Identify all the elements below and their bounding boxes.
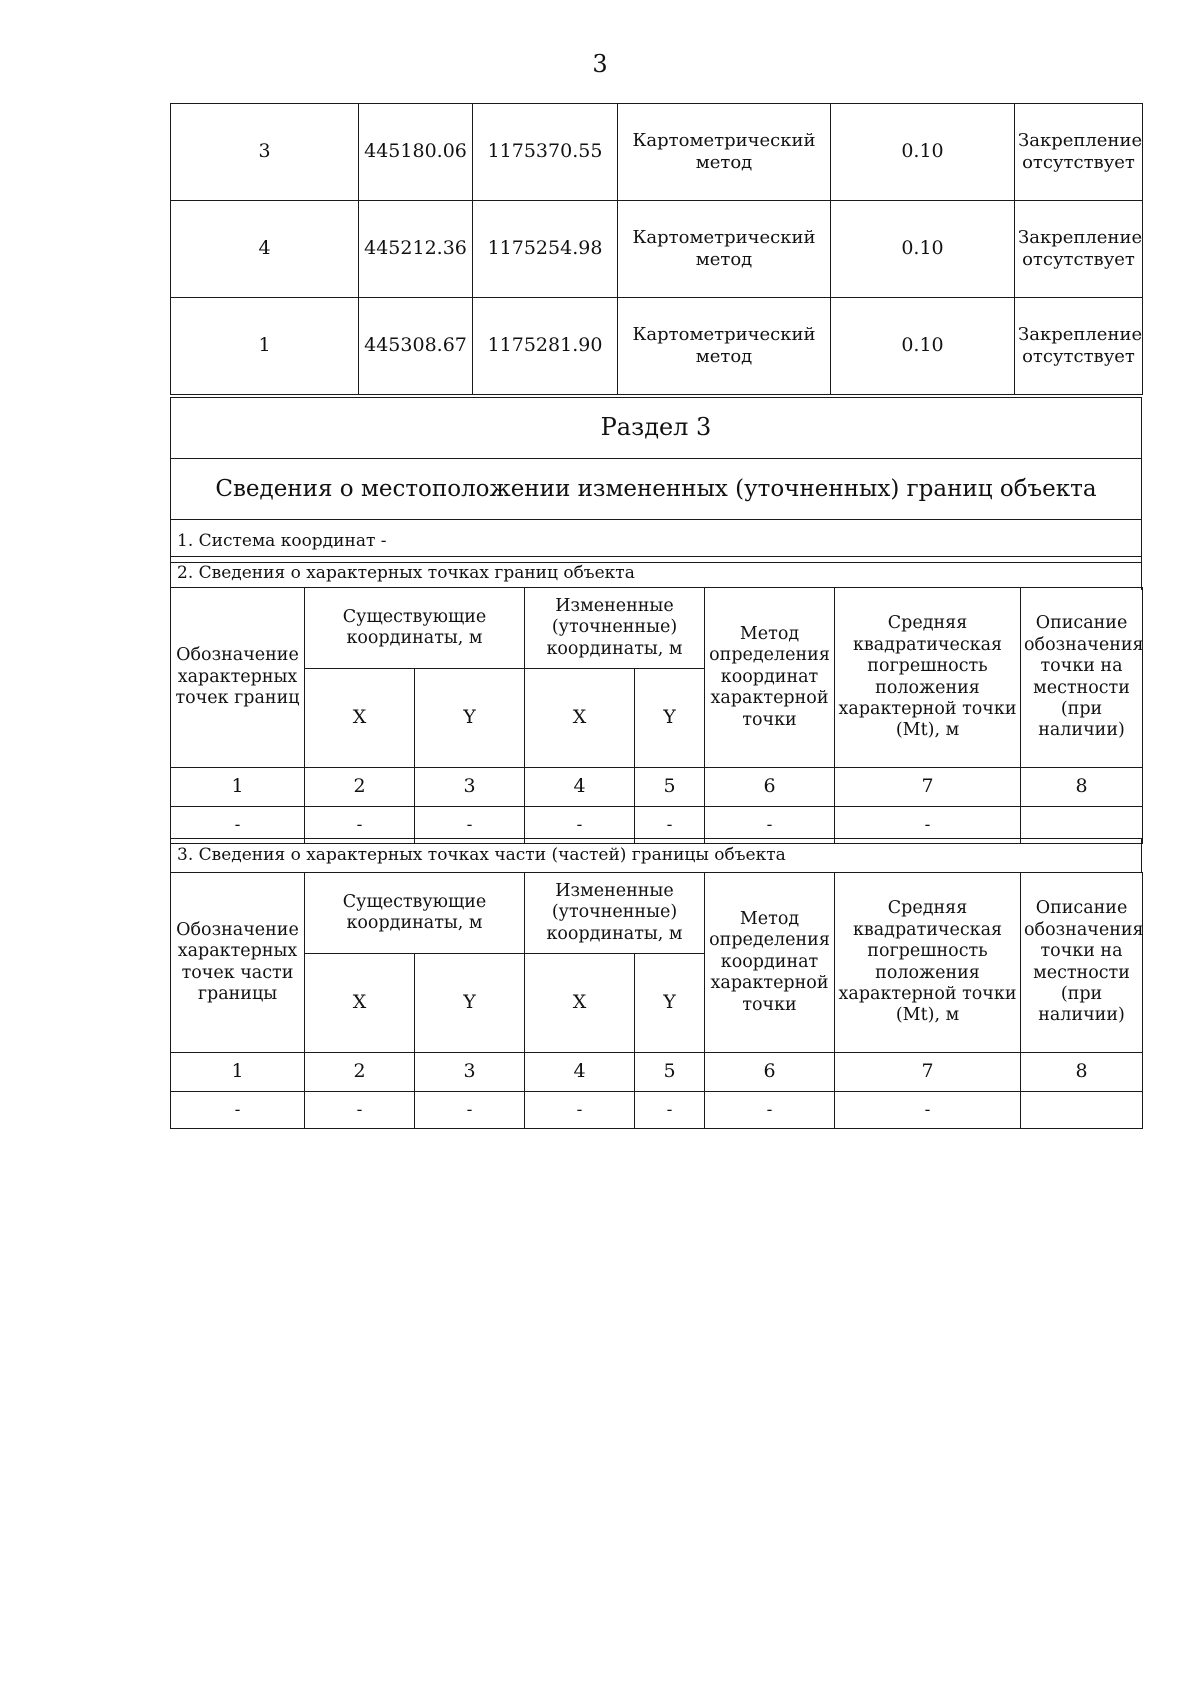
cell: -	[171, 807, 305, 844]
cell: -	[305, 1092, 415, 1129]
column-number: 8	[1021, 768, 1143, 807]
column-numbers-row	[171, 1053, 1143, 1092]
accuracy: 0.10	[831, 201, 1015, 298]
cell: -	[415, 1092, 525, 1129]
column-number: 6	[705, 1053, 835, 1092]
method: Картометрический метод	[618, 104, 831, 201]
points-continuation-table	[170, 103, 1143, 395]
fixation: Закрепление отсутствует	[1015, 201, 1143, 298]
part-points-caption: 3. Сведения о характерных точках части (частей) границы объекта	[170, 838, 1142, 872]
cell: -	[525, 1092, 635, 1129]
coord-y: 1175254.98	[473, 201, 618, 298]
header-x: X	[525, 954, 635, 1053]
header-y: Y	[415, 669, 525, 768]
section-heading: Сведения о местоположении измененных (уточненных) границ объекта	[171, 459, 1142, 520]
part-points-table	[170, 872, 1143, 1129]
column-number: 8	[1021, 1053, 1143, 1092]
header-y: Y	[635, 954, 705, 1053]
column-number: 6	[705, 768, 835, 807]
cell	[1021, 1092, 1143, 1129]
column-number: 3	[415, 1053, 525, 1092]
coord-y: 1175370.55	[473, 104, 618, 201]
header-y: Y	[635, 669, 705, 768]
coord-x: 445212.36	[359, 201, 473, 298]
header-designation: Обозначение характерных точек части границы	[171, 873, 305, 1053]
cell: -	[835, 1092, 1021, 1129]
method: Картометрический метод	[618, 201, 831, 298]
cell: -	[415, 807, 525, 844]
table-row	[171, 1092, 1143, 1129]
column-number: 2	[305, 1053, 415, 1092]
header-x: X	[305, 669, 415, 768]
cell: -	[635, 807, 705, 844]
header-existing-coords: Существующие координаты, м	[305, 873, 525, 954]
coord-x: 445180.06	[359, 104, 473, 201]
header-method: Метод определения координат характерной точки	[705, 588, 835, 768]
header-changed-coords: Измененные (уточненные) координаты, м	[525, 588, 705, 669]
header-description: Описание обозначения точки на местности (при наличии)	[1021, 588, 1143, 768]
boundary-points-caption: 2. Сведения о характерных точках границ объекта	[170, 556, 1142, 590]
column-number: 7	[835, 768, 1021, 807]
column-number: 1	[171, 1053, 305, 1092]
column-number: 4	[525, 768, 635, 807]
page-number: 3	[592, 50, 608, 78]
section-title: Раздел 3	[171, 398, 1142, 459]
column-number: 5	[635, 768, 705, 807]
header-x: X	[525, 669, 635, 768]
column-number: 7	[835, 1053, 1021, 1092]
cell: -	[305, 807, 415, 844]
header-x: X	[305, 954, 415, 1053]
header-designation: Обозначение характерных точек границ	[171, 588, 305, 768]
cell: -	[635, 1092, 705, 1129]
table-row	[171, 201, 1143, 298]
coordinate-system: 1. Система координат -	[171, 520, 1142, 563]
column-number: 1	[171, 768, 305, 807]
header-description: Описание обозначения точки на местности (при наличии)	[1021, 873, 1143, 1053]
boundary-points-table	[170, 587, 1143, 844]
cell: -	[525, 807, 635, 844]
header-method: Метод определения координат характерной точки	[705, 873, 835, 1053]
cell: -	[705, 1092, 835, 1129]
coord-x: 445308.67	[359, 298, 473, 395]
cell: -	[835, 807, 1021, 844]
column-numbers-row	[171, 768, 1143, 807]
column-number: 5	[635, 1053, 705, 1092]
accuracy: 0.10	[831, 104, 1015, 201]
column-number: 3	[415, 768, 525, 807]
column-number: 2	[305, 768, 415, 807]
header-changed-coords: Измененные (уточненные) координаты, м	[525, 873, 705, 954]
coord-y: 1175281.90	[473, 298, 618, 395]
cell: -	[705, 807, 835, 844]
fixation: Закрепление отсутствует	[1015, 104, 1143, 201]
header-existing-coords: Существующие координаты, м	[305, 588, 525, 669]
table-row	[171, 104, 1143, 201]
point-number: 1	[171, 298, 359, 395]
point-number: 3	[171, 104, 359, 201]
method: Картометрический метод	[618, 298, 831, 395]
header-y: Y	[415, 954, 525, 1053]
fixation: Закрепление отсутствует	[1015, 298, 1143, 395]
accuracy: 0.10	[831, 298, 1015, 395]
cell: -	[171, 1092, 305, 1129]
column-number: 4	[525, 1053, 635, 1092]
section-header-table	[170, 397, 1142, 563]
point-number: 4	[171, 201, 359, 298]
table-row	[171, 298, 1143, 395]
header-accuracy: Средняя квадратическая погрешность положения характерной точки (Mt), м	[835, 873, 1021, 1053]
header-accuracy: Средняя квадратическая погрешность положения характерной точки (Mt), м	[835, 588, 1021, 768]
